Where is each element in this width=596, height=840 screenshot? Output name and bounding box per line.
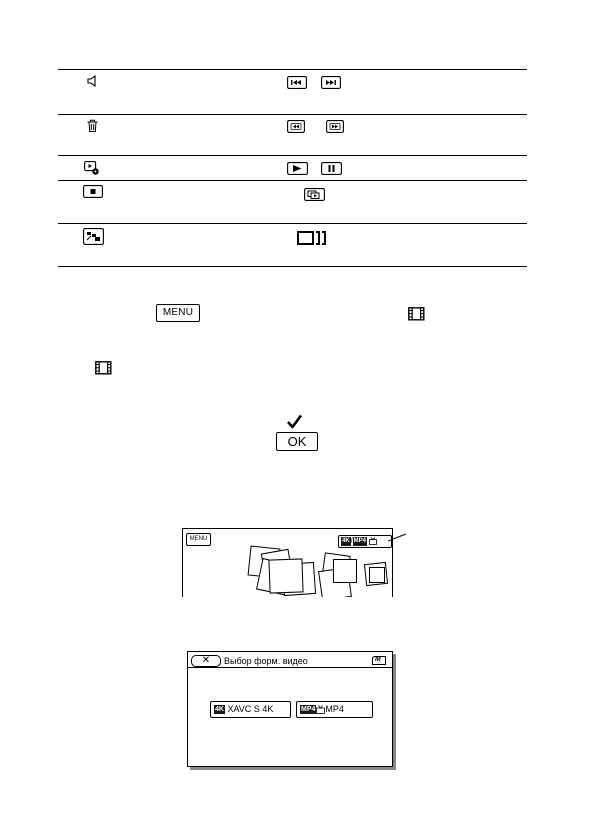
table-row-divider (58, 155, 527, 156)
option-label: XAVC S 4K (227, 704, 274, 714)
film-icon (95, 361, 112, 375)
thumbnail-selected[interactable] (333, 559, 357, 583)
skip-previous-icon (287, 76, 307, 89)
skip-next-icon (321, 76, 341, 89)
option-label: MP4 (325, 704, 344, 714)
highlight-movie-icon (83, 228, 104, 245)
close-button[interactable]: ✕ (191, 655, 221, 667)
format-mp4-tag: MP4 (301, 706, 316, 714)
table-row-divider (58, 223, 527, 224)
motion-shot-icon (297, 230, 333, 246)
play-settings-icon (84, 161, 100, 176)
playback-screen (182, 528, 393, 597)
option-xavc-s-4k[interactable] (210, 701, 291, 718)
callout-line (388, 533, 408, 543)
play-icon (287, 162, 308, 175)
interval-icon (304, 188, 325, 201)
screen-title: Выбор форм. видео (224, 656, 308, 666)
format-select-screen (187, 651, 393, 767)
trash-icon (86, 119, 99, 133)
card-badge: M (375, 656, 381, 663)
pause-icon (321, 162, 342, 175)
format-mp4-tag: MP4 (353, 537, 366, 544)
table-top-rule (58, 69, 527, 70)
screen-menu-button[interactable]: MENU (186, 533, 211, 546)
table-row-divider (58, 114, 527, 115)
checkmark-icon (286, 414, 303, 429)
speaker-icon (86, 75, 98, 87)
thumbnail (268, 558, 303, 593)
tv-icon (369, 537, 377, 545)
ok-button[interactable]: OK (276, 432, 318, 451)
format-4k-tag: 4K (215, 706, 224, 714)
format-4k-tag: 4K (342, 537, 350, 544)
table-bottom-rule (58, 266, 527, 267)
movie-format-button[interactable] (338, 535, 392, 548)
title-divider (188, 667, 392, 668)
stop-icon (83, 185, 103, 198)
rewind-icon (287, 120, 305, 133)
menu-button[interactable]: MENU (156, 304, 200, 322)
film-icon (408, 307, 425, 321)
option-mp4[interactable] (296, 701, 373, 718)
thumbnail (369, 567, 385, 583)
table-row-divider (58, 180, 527, 181)
fast-forward-icon (326, 120, 344, 133)
